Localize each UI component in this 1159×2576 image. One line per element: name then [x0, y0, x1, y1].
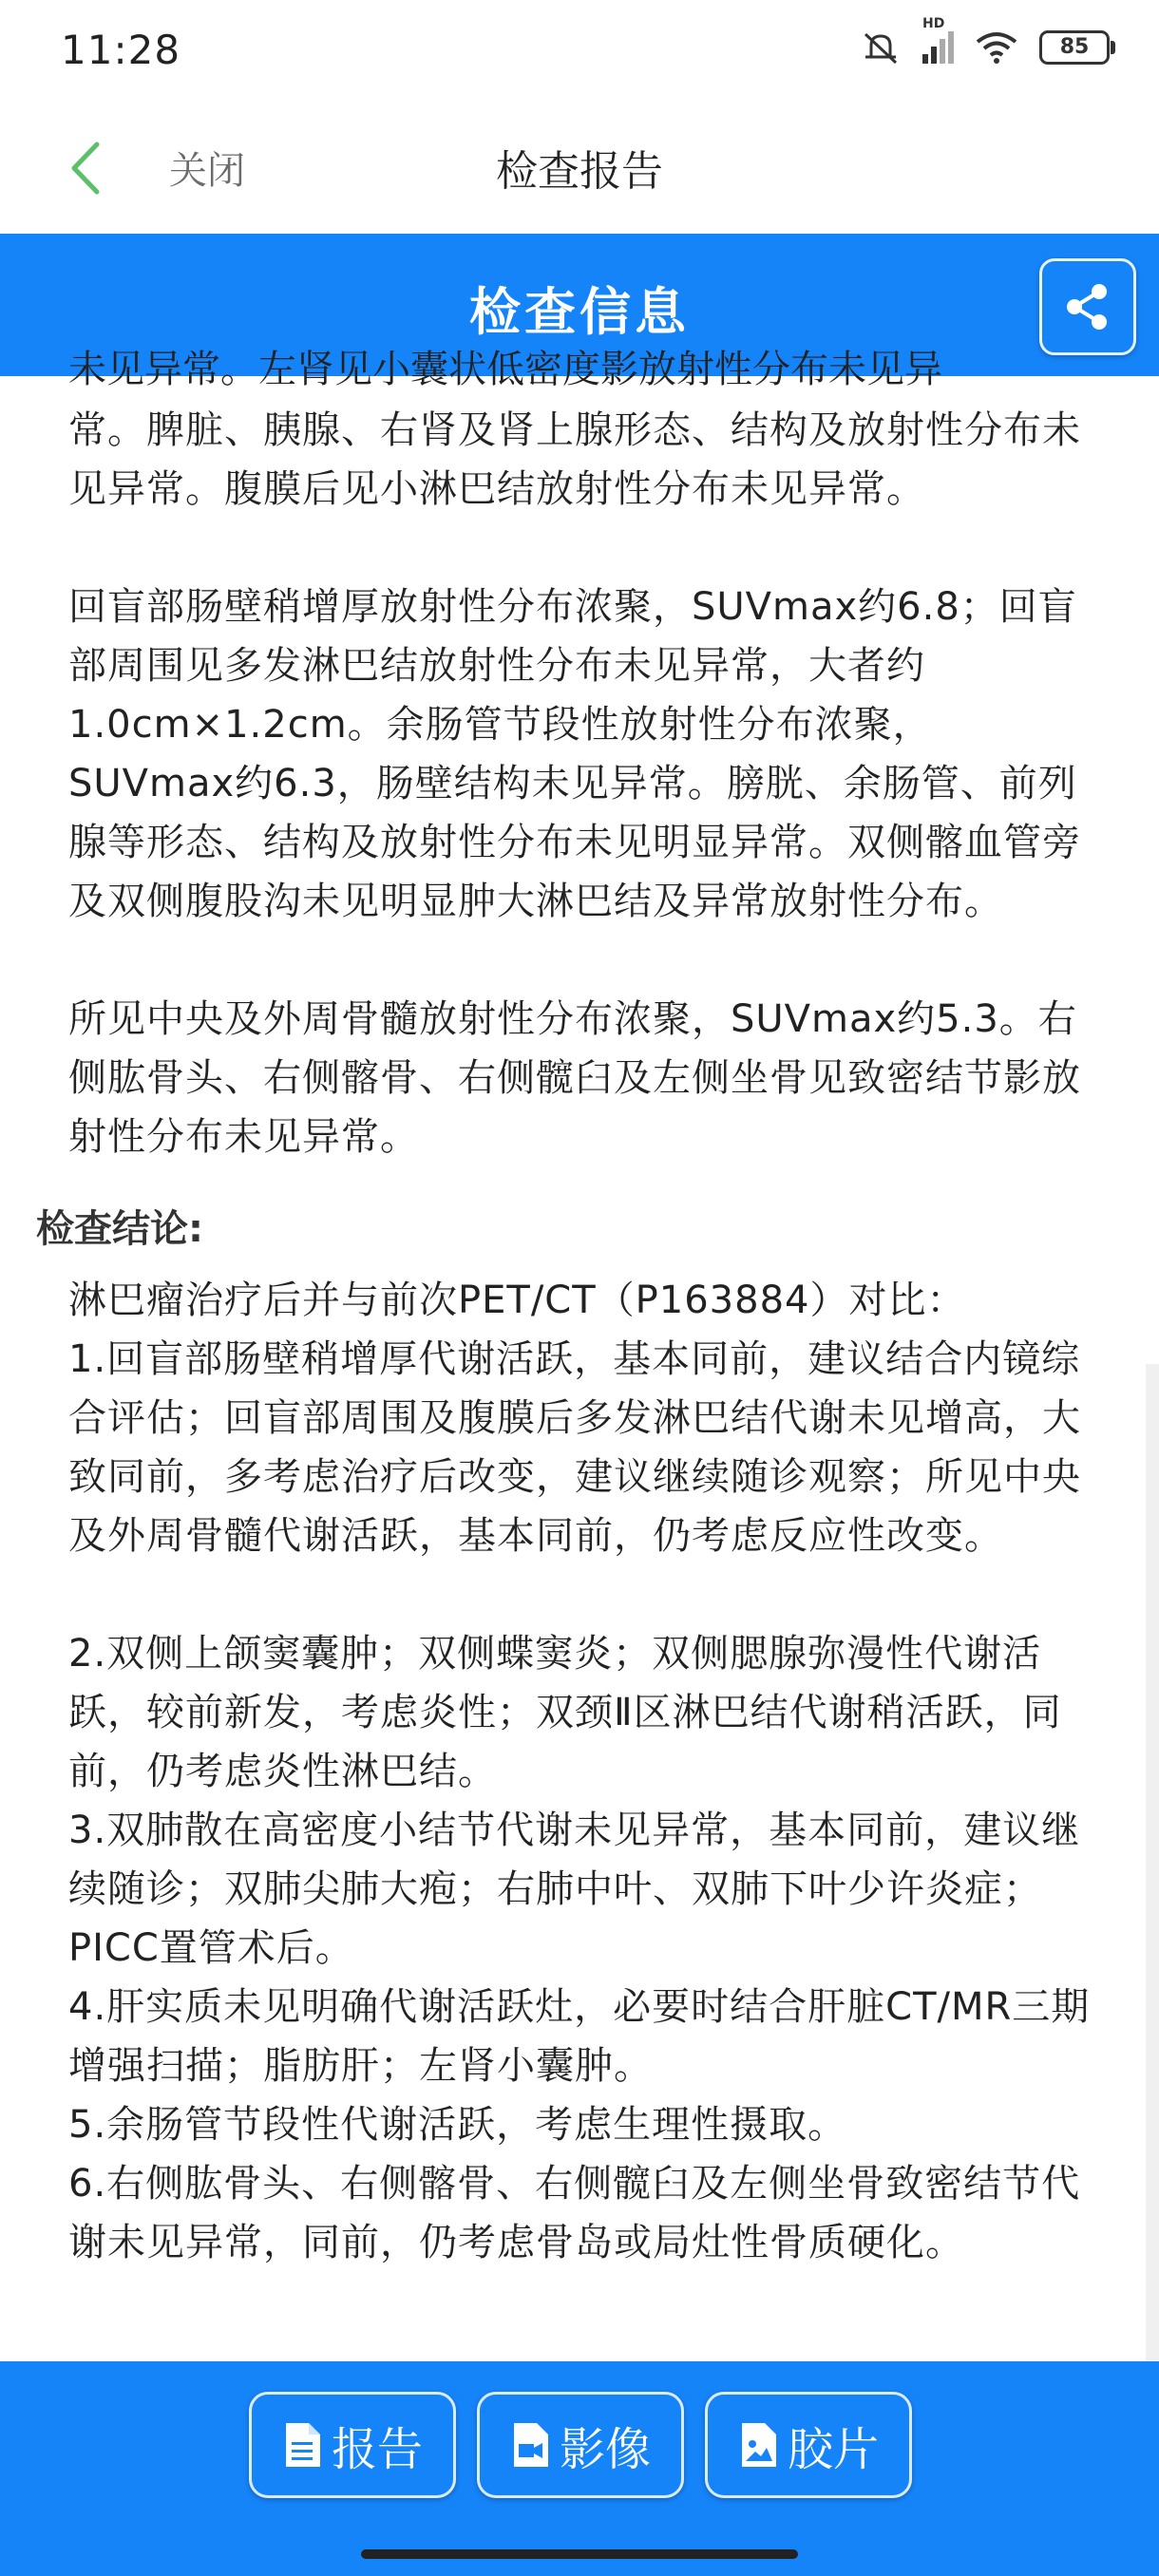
conclusion-item: 3.双肺散在高密度小结节代谢未见异常，基本同前，建议继续随诊；双肺尖肺大疱；右肺中叶、双肺下叶少许炎症；PICC置管术后。	[68, 1809, 1081, 1970]
conclusion-item: 4.肝实质未见明确代谢活跃灶，必要时结合肝脏CT/MR三期增强扫描；脂肪肝；左肾小囊肿。	[68, 1985, 1091, 2088]
film-button[interactable]	[705, 2392, 912, 2498]
film-button-label: 胶片	[787, 2422, 879, 2476]
wifi-icon	[975, 30, 1018, 65]
report-content[interactable]	[0, 348, 1159, 2361]
video-camera-icon	[510, 2421, 552, 2469]
conclusion-item: 5.余肠管节段性代谢活跃，考虑生理性摄取。	[68, 2103, 847, 2147]
conclusion-item: 2.双侧上颌窦囊肿；双侧蝶窦炎；双侧腮腺弥漫性代谢活跃，较前新发，考虑炎性；双颈Ⅱ区淋巴结代谢稍活跃，同前，仍考虑炎性淋巴结。	[68, 1632, 1062, 1793]
nav-bar	[0, 112, 1159, 234]
page-title: 检查报告	[496, 147, 663, 196]
image-button-label: 影像	[559, 2422, 651, 2476]
status-icons	[860, 16, 1110, 66]
scrollbar[interactable]	[1146, 1364, 1159, 2361]
image-button[interactable]	[477, 2392, 684, 2498]
findings-paragraph: 所见中央及外周骨髓放射性分布浓聚，SUVmax约5.3。右侧肱骨头、右侧髂骨、右侧髋臼及左侧坐骨见致密结节影放射性分布未见异常。	[68, 997, 1081, 1159]
conclusion-item: 6.右侧肱骨头、右侧髂骨、右侧髋臼及左侧坐骨致密结节代谢未见异常，同前，仍考虑骨岛或局灶性骨质硬化。	[68, 2162, 1081, 2264]
network-type-label: HD	[922, 16, 945, 31]
findings-paragraph: 常。脾脏、胰腺、右肾及肾上腺形态、结构及放射性分布未见异常。腹膜后见小淋巴结放射性分布未见异常。	[68, 408, 1081, 511]
back-chevron-icon[interactable]	[57, 135, 124, 201]
document-icon	[282, 2421, 324, 2469]
status-bar	[0, 0, 1159, 112]
report-button-label: 报告	[331, 2422, 423, 2476]
share-icon	[1061, 280, 1114, 333]
conclusion-intro: 淋巴瘤治疗后并与前次PET/CT（P163884）对比：	[68, 1279, 966, 1322]
bottom-toolbar	[0, 2361, 1159, 2576]
share-button[interactable]	[1039, 258, 1136, 355]
conclusion-item: 1.回盲部肠壁稍增厚代谢活跃，基本同前，建议结合内镜综合评估；回盲部周围及腹膜后多发淋巴结代谢未见增高，大致同前，多考虑治疗后改变，建议继续随诊观察；所见中央及外周骨髓代谢活跃，基本同前，仍考虑反应性改变。	[68, 1337, 1081, 1558]
home-indicator[interactable]	[361, 2549, 798, 2559]
status-time: 11:28	[61, 27, 181, 73]
signal-icon	[922, 16, 954, 64]
conclusion-label: 检查结论:	[36, 1207, 203, 1251]
battery-indicator: 85	[1039, 30, 1110, 65]
report-button[interactable]	[249, 2392, 456, 2498]
findings-paragraph: 回盲部肠壁稍增厚放射性分布浓聚，SUVmax约6.8；回盲部周围见多发淋巴结放射性分布未见异常，大者约1.0cm×1.2cm。余肠管节段性放射性分布浓聚，SUVmax约6.3，肠壁结构未见异常。膀胱、余肠管、前列腺等形态、结构及放射性分布未见明显异常。双侧髂血管旁及双侧腹股沟未见明显肿大淋巴结及异常放射性分布。	[68, 585, 1081, 923]
close-button[interactable]: 关闭	[169, 149, 245, 193]
image-file-icon	[738, 2421, 780, 2469]
mute-alarm-icon	[860, 28, 902, 66]
partial-findings-line: 未见异常。左肾见小囊状低密度影放射性分布未见异	[68, 348, 942, 391]
section-title: 检查信息	[469, 282, 690, 342]
